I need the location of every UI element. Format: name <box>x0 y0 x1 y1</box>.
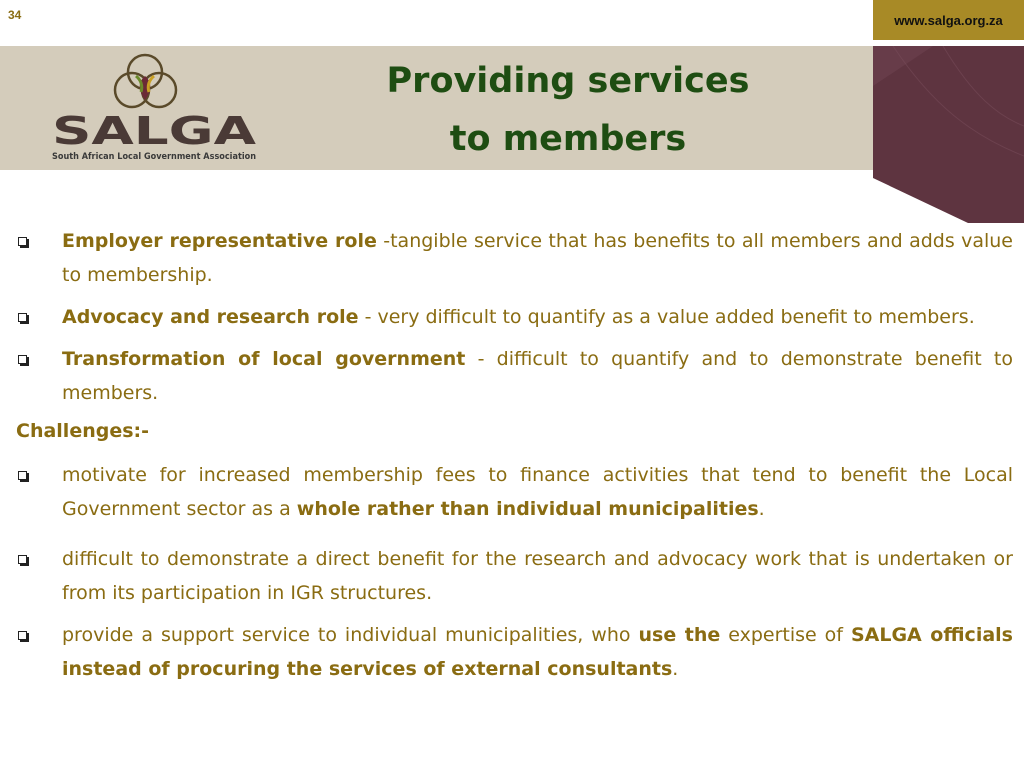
slide-number: 34 <box>8 8 22 22</box>
salga-logo <box>46 52 262 164</box>
checkbox-bullet-icon <box>16 618 62 686</box>
logo-wordmark: SALGA <box>52 109 257 153</box>
interlocking-rings-icon <box>115 55 176 107</box>
bullet-text: Transformation of local government - difficult to quantify and to demonstrate benefit to members. <box>62 348 1013 404</box>
title-line-2: to members <box>449 119 687 159</box>
checkbox-bullet-icon <box>16 300 62 334</box>
bullet-item <box>16 300 1013 334</box>
bullet-text: Employer representative role -tangible service that has benefits to all members and adds value to membership. <box>62 230 1013 286</box>
title-line-1: Providing services <box>386 61 750 101</box>
corner-decoration <box>873 46 1024 223</box>
bullet-item <box>16 342 1013 410</box>
checkbox-bullet-icon <box>16 458 62 526</box>
challenge-text: provide a support service to individual municipalities, who use the expertise of SALGA officials instead of procuring the services of external consultants. <box>62 624 1013 680</box>
website-url: www.salga.org.za <box>873 0 1024 40</box>
slide-title <box>330 52 806 168</box>
checkbox-bullet-icon <box>16 224 62 292</box>
logo-tagline: South African Local Government Association <box>52 152 256 162</box>
challenge-item <box>16 542 1013 610</box>
challenge-text: motivate for increased membership fees to finance activities that tend to benefit the Local Government sector as a whole rather than individual municipalities. <box>62 464 1013 520</box>
challenge-item <box>16 618 1013 686</box>
slide-content <box>16 224 1013 694</box>
checkbox-bullet-icon <box>16 342 62 410</box>
challenge-text: difficult to demonstrate a direct benefit for the research and advocacy work that is undertaken or from its participation in IGR structures. <box>62 548 1013 604</box>
challenges-heading: Challenges:- <box>16 420 150 442</box>
bullet-item <box>16 224 1013 292</box>
challenge-item <box>16 458 1013 526</box>
bullet-text: Advocacy and research role - very difficult to quantify as a value added benefit to members. <box>62 306 975 328</box>
checkbox-bullet-icon <box>16 542 62 610</box>
